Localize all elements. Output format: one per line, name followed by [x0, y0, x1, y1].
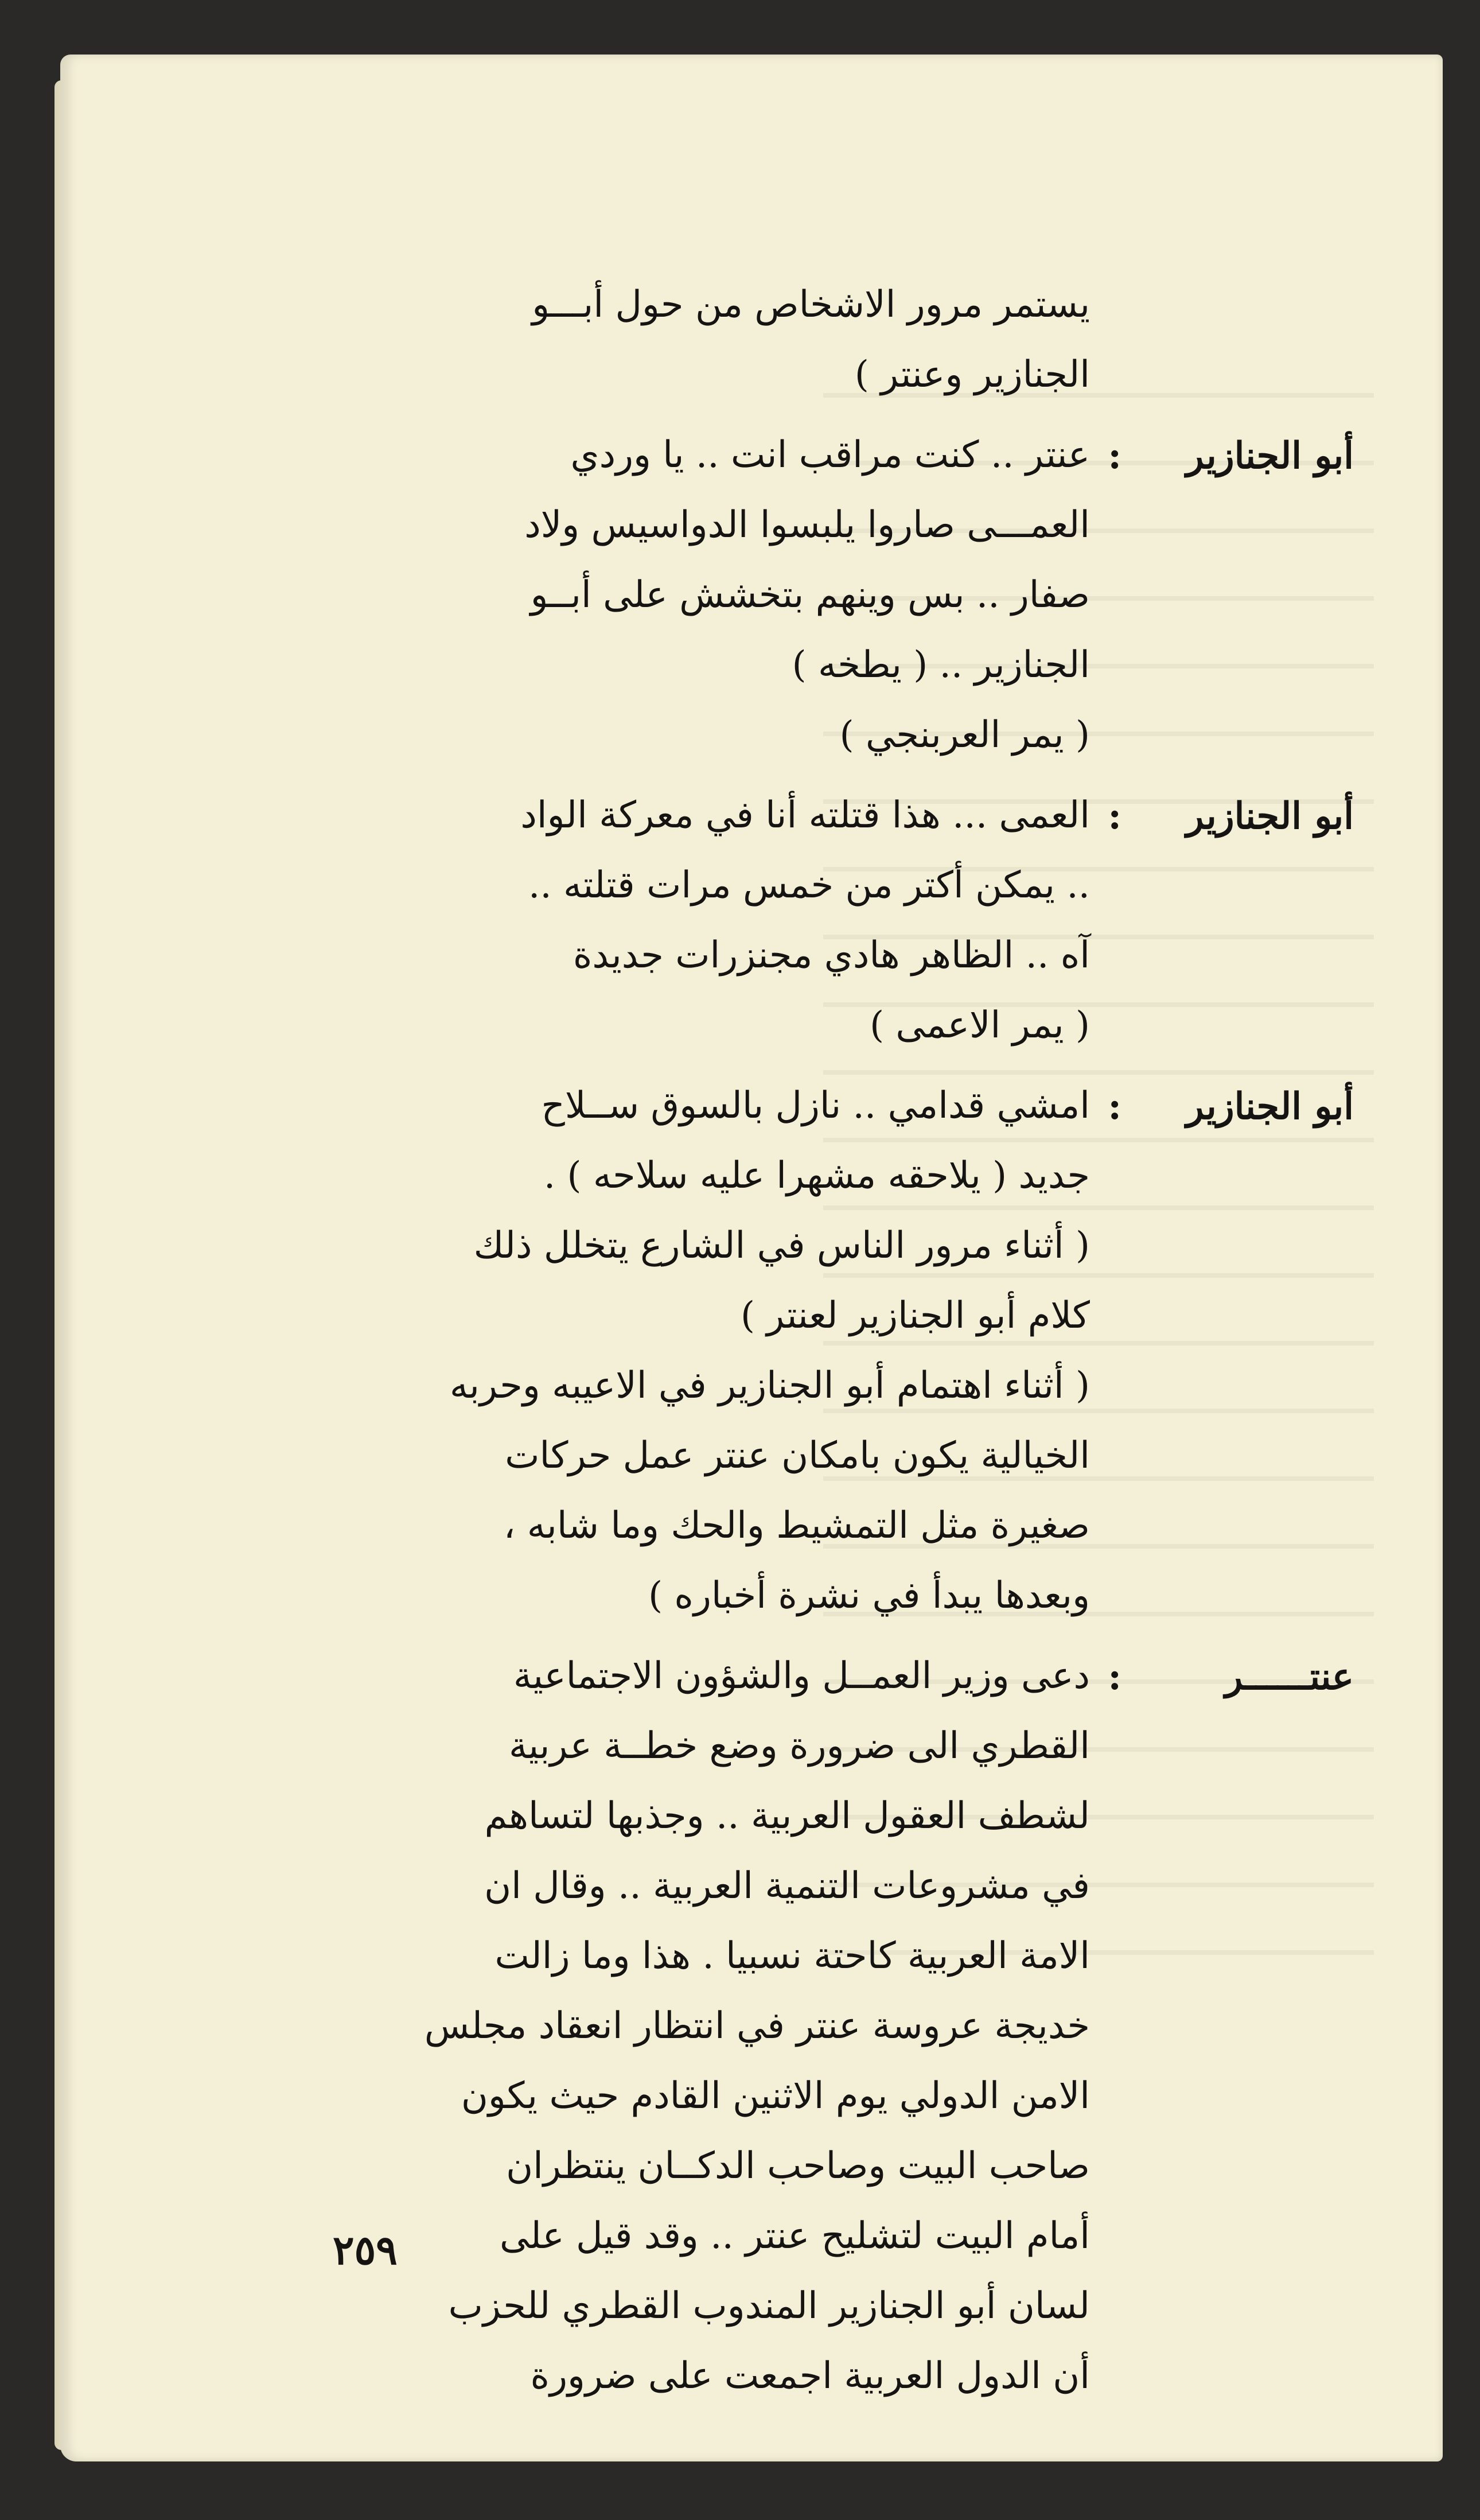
speaker-name: أبو الجنازير — [1186, 1085, 1354, 1128]
text-line: أمام البيت لتشليح عنتر .. وقد قيل على — [499, 2215, 1090, 2257]
speaker-name: عنتــــــر — [1225, 1655, 1354, 1698]
text-line: أن الدول العربية اجمعت على ضرورة — [530, 2355, 1090, 2397]
text-line: لشطف العقول العربية .. وجذبها لتساهم — [484, 1795, 1090, 1837]
dialogue-entry — [287, 780, 1354, 1060]
text-line: امشي قدامي .. نازل بالسوق ســلاح — [541, 1084, 1090, 1127]
text-line: ( يمر العربنجي ) — [839, 714, 1090, 756]
dialogue-entry — [287, 420, 1354, 770]
text-line: ( يمر الاعمى ) — [870, 1004, 1090, 1047]
dialogue-entry — [287, 1641, 1354, 2411]
text-line: آه .. الظاهر هادي مجنزرات جديدة — [572, 934, 1090, 977]
text-line: صاحب البيت وصاحب الدكــان ينتظران — [506, 2145, 1090, 2187]
text-line: العمـــى صاروا يلبسوا الدواسيس ولاد — [524, 504, 1090, 546]
text-line: في مشروعات التنمية العربية .. وقال ان — [484, 1865, 1090, 1907]
text-line: ( أثناء مرور الناس في الشارع يتخلل ذلك — [473, 1224, 1090, 1267]
speaker-colon: : — [1108, 795, 1121, 838]
text-line: صفار .. بس وينهم بتخشش على أبــو — [530, 574, 1090, 616]
text-line: لسان أبو الجنازير المندوب القطري للحزب — [448, 2285, 1090, 2327]
text-line: الجنازير وعنتر ) — [854, 353, 1090, 396]
speaker-colon: : — [1108, 1655, 1121, 1698]
speaker-name: أبو الجنازير — [1186, 795, 1354, 838]
page-number: ٢٥٩ — [333, 2226, 398, 2274]
speaker-name: أبو الجنازير — [1186, 434, 1354, 477]
dialogue-entry — [287, 1071, 1354, 1631]
text-line: جديد ( يلاحقه مشهرا عليه سلاحه ) . — [543, 1154, 1090, 1197]
text-line: خديجة عروسة عنتر في انتظار انعقاد مجلس — [424, 2005, 1090, 2047]
text-line: الجنازير .. ( يطخه ) — [792, 644, 1090, 686]
text-line: القطري الى ضرورة وضع خطــة عربية — [508, 1725, 1090, 1767]
speaker-colon: : — [1108, 434, 1121, 477]
text-line: العمى ... هذا قتلته أنا في معركة الواد — [520, 794, 1090, 837]
text-line: وبعدها يبدأ في نشرة أخباره ) — [648, 1574, 1090, 1617]
text-line: ( أثناء اهتمام أبو الجنازير في الاعيبه وحربه — [449, 1364, 1090, 1407]
text-line: الامة العربية كاحتة نسبيا . هذا وما زالت — [494, 1935, 1090, 1977]
speaker-colon: : — [1108, 1085, 1121, 1128]
text-line: عنتر .. كنت مراقب انت .. يا وردي — [570, 434, 1090, 476]
script-text — [287, 270, 1354, 2421]
text-line: الامن الدولي يوم الاثنين القادم حيث يكون — [461, 2075, 1090, 2117]
text-line: كلام أبو الجنازير لعنتر ) — [740, 1294, 1090, 1337]
text-line: صغيرة مثل التمشيط والحك وما شابه ، — [503, 1504, 1090, 1547]
stage-direction — [287, 270, 1354, 410]
text-line: يستمر مرور الاشخاص من حول أبـــو — [532, 283, 1090, 326]
text-line: .. يمكن أكتر من خمس مرات قتلته .. — [528, 864, 1090, 907]
text-line: دعى وزير العمــل والشؤون الاجتماعية — [513, 1655, 1090, 1697]
text-line: الخيالية يكون بامكان عنتر عمل حركات — [505, 1434, 1090, 1477]
